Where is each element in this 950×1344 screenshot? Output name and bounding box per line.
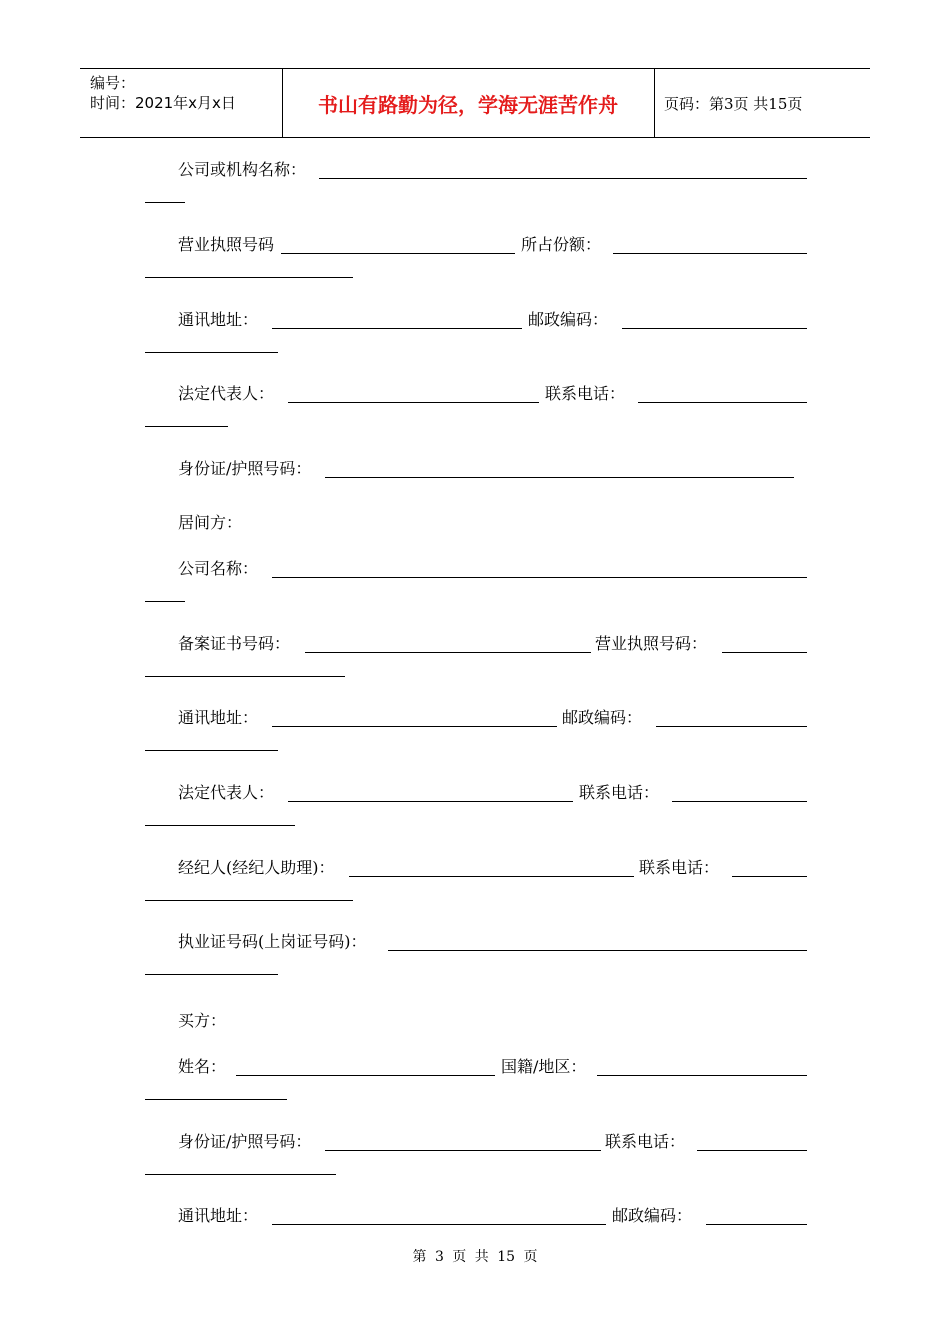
blank-line-continued[interactable] [145,1099,287,1100]
blank-line[interactable] [288,801,573,802]
page-footer: 第 3 页 共 15 页 [412,1249,538,1265]
blank-line-continued[interactable] [145,426,228,427]
blank-line[interactable] [656,726,807,727]
blank-line[interactable] [236,1075,495,1076]
document-header [80,68,870,138]
blank-line[interactable] [272,577,807,578]
blank-line[interactable] [622,328,807,329]
blank-line[interactable] [388,950,807,951]
blank-line[interactable] [732,876,807,877]
blank-line[interactable] [319,178,807,179]
blank-line-continued[interactable] [145,900,353,901]
blank-line[interactable] [697,1150,807,1151]
blank-line[interactable] [349,876,634,877]
blank-line-continued[interactable] [145,277,353,278]
header-divider [654,69,655,137]
blank-line[interactable] [272,1224,606,1225]
blank-line-continued[interactable] [145,601,185,602]
header-page-info: 页码：第3页 共15页 [664,95,803,113]
blank-line-continued[interactable] [145,750,278,751]
blank-line[interactable] [272,328,522,329]
blank-line[interactable] [281,253,515,254]
blank-line[interactable] [325,477,794,478]
blank-line[interactable] [597,1075,807,1076]
time-label: 时间：2021年x月x日 [90,94,236,112]
header-meta [90,73,236,113]
blank-line[interactable] [305,652,591,653]
header-motto: 书山有路勤为径，学海无涯苦作舟 [318,92,618,117]
blank-line[interactable] [672,801,807,802]
section-buyer: 买方： [178,1011,227,1030]
blank-line-continued[interactable] [145,1174,336,1175]
blank-line-continued[interactable] [145,974,278,975]
blank-line[interactable] [325,1150,601,1151]
blank-line[interactable] [722,652,807,653]
number-label: 编号： [90,74,136,92]
blank-line[interactable] [288,402,539,403]
blank-line-continued[interactable] [145,202,185,203]
blank-line-continued[interactable] [145,676,345,677]
blank-line-continued[interactable] [145,352,278,353]
blank-line[interactable] [272,726,557,727]
section-intermediary: 居间方： [178,513,243,532]
blank-line[interactable] [638,402,807,403]
blank-line[interactable] [613,253,807,254]
blank-line[interactable] [706,1224,807,1225]
blank-line-continued[interactable] [145,825,295,826]
